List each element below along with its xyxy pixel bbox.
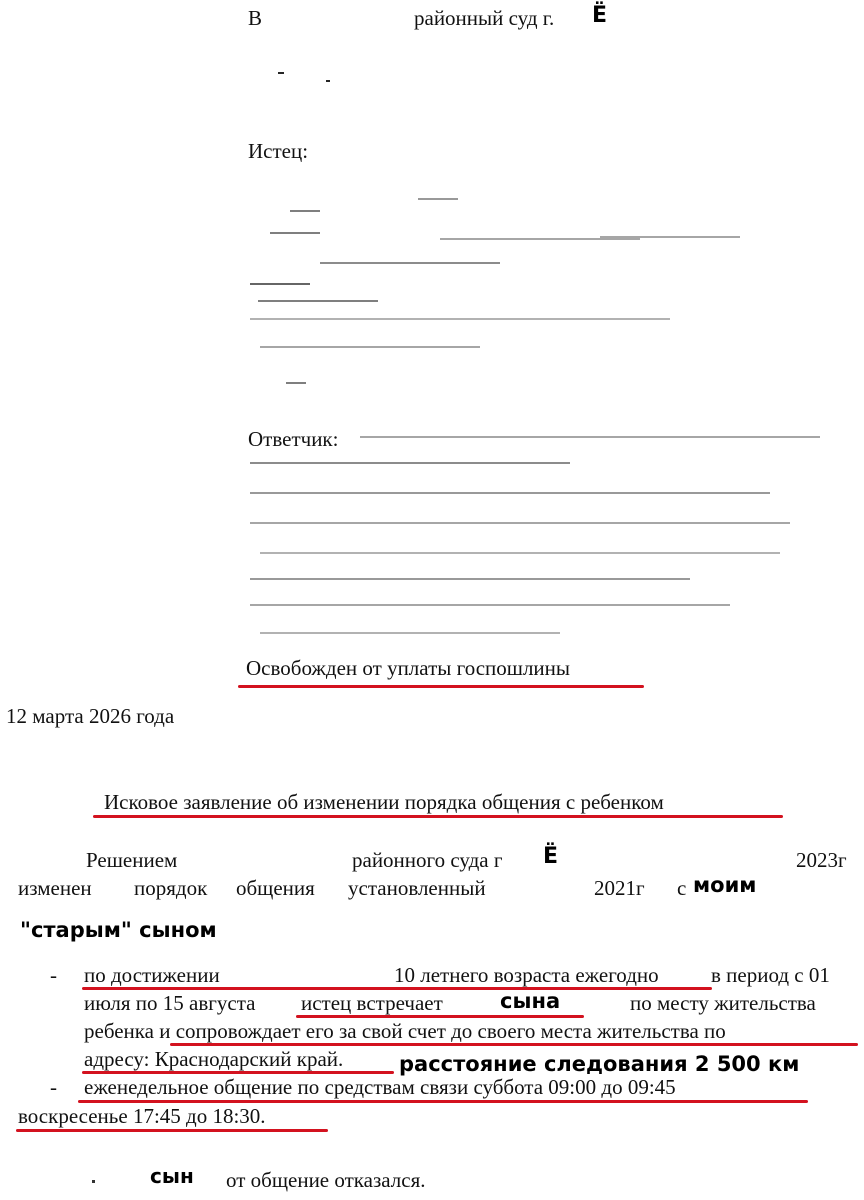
bullet-1-line1-a: по достижении <box>84 963 220 987</box>
bullet-2-dash: - <box>50 1075 57 1099</box>
underline-b1-l3 <box>170 1043 858 1046</box>
defendant-label: Ответчик: <box>248 427 339 451</box>
court-prefix: В <box>248 6 263 30</box>
p2-with: с <box>677 876 687 900</box>
bullet-1-line2-c: по месту жительства <box>630 991 816 1015</box>
court-city-mark: Ё <box>592 3 608 28</box>
underline-b1-l1 <box>82 987 712 990</box>
fee-note-underline <box>238 685 644 688</box>
p1-start: Решением <box>86 848 178 872</box>
p2-communication: общения <box>236 876 315 900</box>
bullet-2-line1: еженедельное общение по средствам связи суббота 09:00 до 09:45 <box>84 1075 676 1099</box>
bullet-1-line1-c: в период с 01 <box>711 963 830 987</box>
redaction-dot <box>92 1180 95 1183</box>
p1-court: районного суда г <box>352 848 503 872</box>
p3-son-note: "старым" сыном <box>20 918 217 942</box>
bullet-1-line1-b: 10 летнего возраста ежегодно <box>394 963 659 987</box>
bullet-2-line2: воскресенье 17:45 до 18:30. <box>18 1104 266 1128</box>
last-line-son: сын <box>150 1164 194 1188</box>
bullet-1-line4: адресу: Краснодарский край. <box>84 1047 344 1071</box>
bullet-1-son: сына <box>500 989 561 1013</box>
title-underline <box>93 815 783 818</box>
bullet-1-line2-a: июля по 15 августа <box>84 991 256 1015</box>
underline-b1-l4 <box>82 1071 394 1074</box>
p2-established: установленный <box>348 876 486 900</box>
document-date: 12 марта 2026 года <box>6 704 175 728</box>
bullet-1-line3: ребенка и сопровождает его за свой счет до своего места жительства по <box>84 1019 726 1043</box>
distance-note: расстояние следования 2 500 км <box>399 1052 800 1076</box>
court-name: районный суд г. <box>414 6 555 30</box>
p2-my: моим <box>693 873 757 897</box>
plaintiff-label: Истец: <box>248 139 309 163</box>
last-line-text: от общение отказался. <box>226 1168 426 1192</box>
bullet-1-dash: - <box>50 963 57 987</box>
underline-b1-l2 <box>296 1015 584 1018</box>
p2-order: порядок <box>134 876 208 900</box>
fee-exemption-note: Освобожден от уплаты госпошлины <box>246 656 571 680</box>
bullet-1-line2-b: истец встречает <box>301 991 443 1015</box>
underline-b2-l2 <box>16 1129 328 1132</box>
underline-b2-l1 <box>78 1100 808 1103</box>
p1-year: 2023г <box>796 848 847 872</box>
document-title: Исковое заявление об изменении порядка общения с ребенком <box>104 790 664 814</box>
p2-year: 2021г <box>594 876 645 900</box>
p2-changed: изменен <box>18 876 92 900</box>
p1-city-mark: Ё <box>543 844 559 869</box>
